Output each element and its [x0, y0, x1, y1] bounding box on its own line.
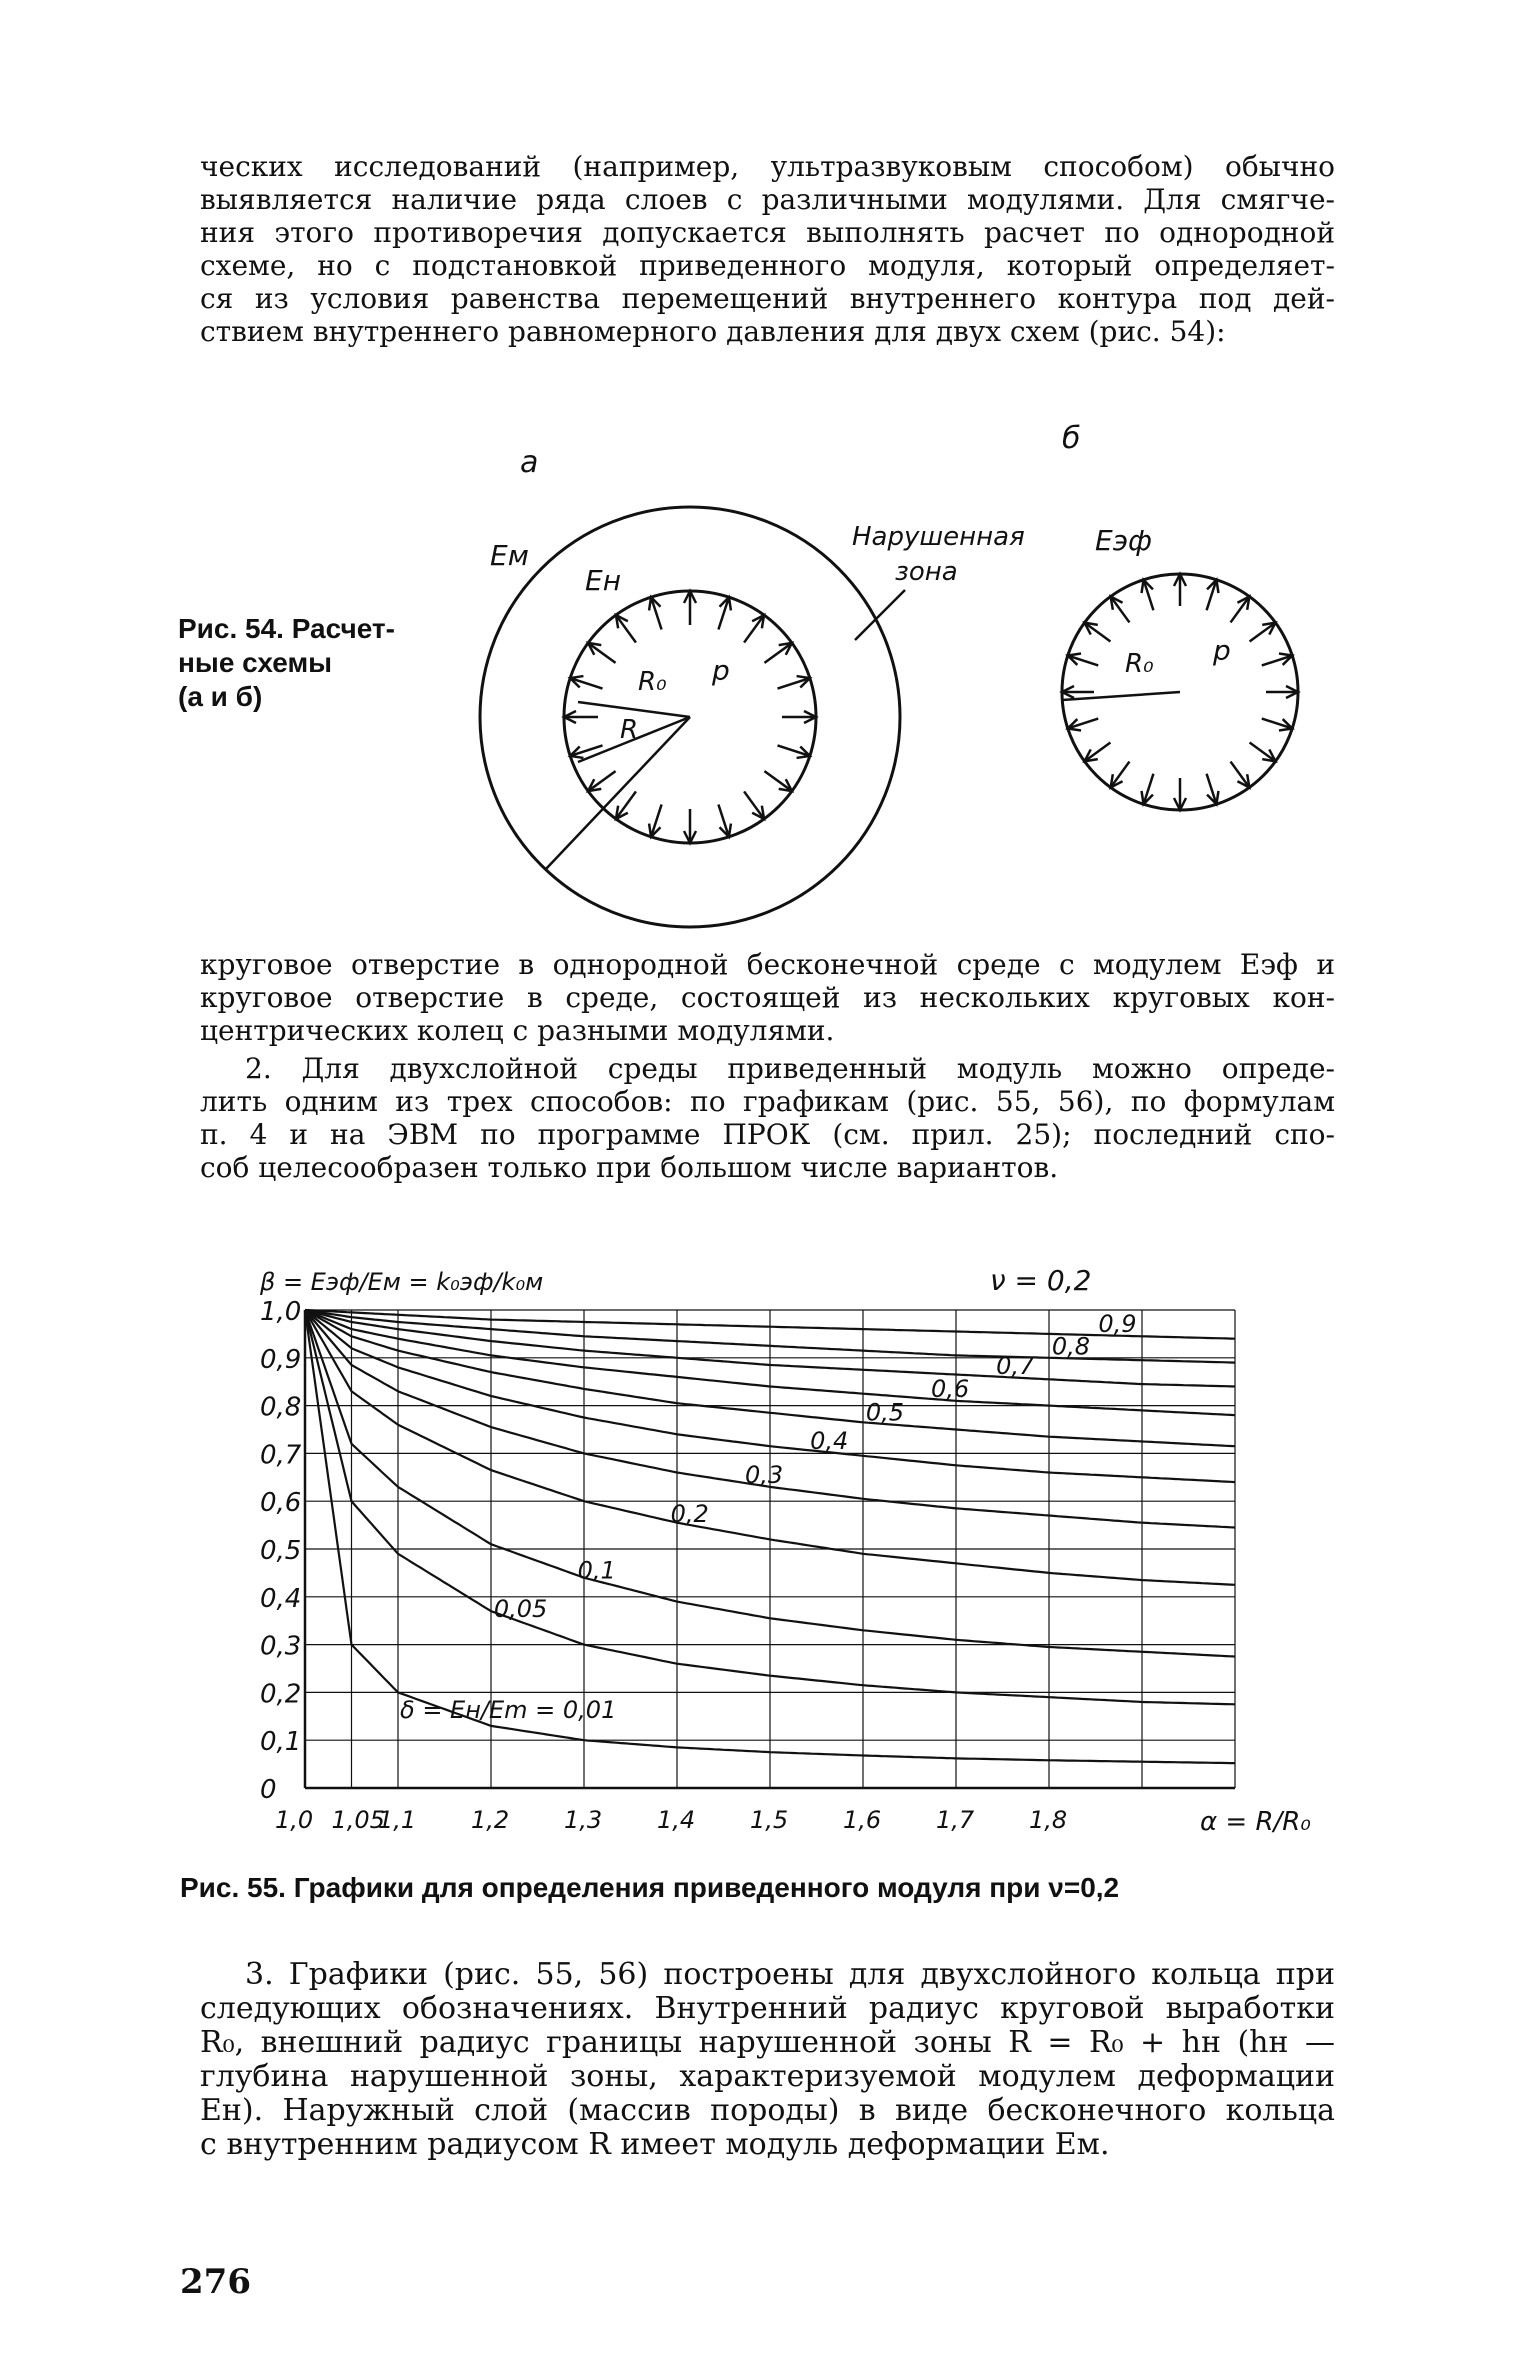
paragraph-4	[200, 1958, 1335, 2162]
caption-line: Рис. 54. Расчет-	[178, 613, 395, 644]
y-axis-label: β = Eэф/Eм = k₀эф/k₀м	[260, 1268, 544, 1296]
text-line: Eн). Наружный слой (массив породы) в виде бесконечного кольца	[200, 2093, 1335, 2128]
x-tick-label: 1,8	[1029, 1806, 1068, 1834]
text-line: следующих обозначениях. Внутренний радиус круговой выработки	[200, 1991, 1335, 2026]
zone-label-2: зона	[895, 557, 958, 587]
y-tick-label: 0,6	[260, 1488, 302, 1519]
x-tick-label: 1,5	[750, 1806, 789, 1834]
curve-label: 0,1	[577, 1556, 616, 1585]
text-line: центрических колец с разными модулями.	[200, 1014, 835, 1047]
p-label-b: p	[1213, 634, 1231, 667]
x-tick-label: 1,05	[331, 1806, 385, 1834]
x-tick-label: 1,2	[471, 1806, 510, 1834]
p-label: p	[712, 654, 730, 687]
caption-line: ные схемы	[178, 647, 333, 678]
y-tick-label: 0,1	[260, 1727, 302, 1758]
text-line: ся из условия равенства перемещений внутреннего контура под дей-	[200, 282, 1335, 315]
text-line: 3. Графики (рис. 55, 56) построены для двухслойного кольца при	[245, 1957, 1335, 1992]
x-tick-label: 1,3	[564, 1806, 603, 1834]
r0-label: R₀	[638, 667, 667, 697]
curve-label: 0,7	[996, 1351, 1035, 1380]
delta-label: δ = Eн/Em = 0,01	[400, 1696, 617, 1724]
text-line: круговое отверстие в однородной бесконечной среде с модулем Eэф и	[200, 948, 1335, 981]
nu-label: ν = 0,2	[990, 1264, 1092, 1297]
curve-label: 0,8	[1051, 1332, 1091, 1361]
caption-line: (а и б)	[178, 681, 263, 712]
text-line: R₀, внешний радиус границы нарушенной зоны R = R₀ + hн (hн —	[200, 2025, 1335, 2060]
em-label: Eм	[490, 539, 529, 572]
y-tick-label: 0,3	[260, 1631, 302, 1662]
text-line: круговое отверстие в среде, состоящей из нескольких круговых кон-	[200, 981, 1335, 1014]
x-tick-label: 1,4	[657, 1806, 696, 1834]
text-line: ния этого противоречия допускается выполнять расчет по однородной	[200, 216, 1335, 249]
text-line: глубина нарушенной зоны, характеризуемой модулем деформации	[200, 2059, 1335, 2094]
x-tick-label: 1,6	[843, 1806, 882, 1834]
text-line: схеме, но с подстановкой приведенного модуля, который определяет-	[200, 249, 1335, 282]
fig54-label-b: б	[1062, 421, 1081, 456]
text-line: с внутренним радиусом R имеет модуль деформации Eм.	[200, 2127, 1110, 2162]
x-tick-label: 1,1	[378, 1806, 417, 1834]
page-number: 276	[180, 2262, 251, 2302]
curve-label: 0,9	[1098, 1309, 1137, 1338]
text-line: 2. Для двухслойной среды приведенный модуль можно опреде-	[245, 1052, 1335, 1085]
text-line: лить одним из трех способов: по графикам (рис. 55, 56), по формулам	[200, 1085, 1335, 1118]
curve-label: 0,3	[745, 1460, 784, 1489]
en-label: Eн	[585, 564, 621, 597]
curve-label: 0,05	[493, 1595, 548, 1624]
text-line: соб целесообразен только при большом числе вариантов.	[200, 1151, 1059, 1184]
text-line: ческих исследований (например, ультразвуковым способом) обычно	[200, 150, 1335, 183]
y-tick-label: 0,9	[260, 1344, 302, 1375]
y-tick-labels	[260, 1297, 302, 1805]
text-line: выявляется наличие ряда слоев с различными модулями. Для смягче-	[200, 183, 1335, 216]
y-tick-label: 0,5	[260, 1536, 302, 1566]
y-tick-label: 0,2	[260, 1679, 302, 1710]
r-label: R	[620, 715, 639, 745]
y-tick-label: 0,4	[260, 1583, 302, 1614]
x-tick-labels	[275, 1806, 1067, 1834]
curve-label: 0,4	[810, 1426, 849, 1455]
text-line: п. 4 и на ЭВМ по программе ПРОК (см. прил. 25); последний спо-	[200, 1118, 1335, 1151]
eef-label: Eэф	[1095, 524, 1152, 557]
x-axis-label: α = R/R₀	[1200, 1807, 1311, 1837]
y-tick-label: 1,0	[260, 1297, 302, 1327]
fig54-label-a: а	[520, 445, 539, 480]
y-tick-label: 0	[260, 1775, 277, 1805]
text-line: ствием внутреннего равномерного давления для двух схем (рис. 54):	[200, 315, 1226, 348]
zone-label-1: Нарушенная	[852, 522, 1025, 552]
curve-label: 0,2	[670, 1500, 709, 1529]
curve-label: 0,5	[865, 1398, 905, 1427]
x-tick-label: 1,7	[936, 1806, 975, 1834]
fig55-caption: Рис. 55. Графики для определения приведенного модуля при ν=0,2	[180, 1872, 1120, 1903]
curve-label: 0,6	[931, 1374, 970, 1403]
r0-label-b: R₀	[1125, 649, 1154, 679]
y-tick-label: 0,8	[260, 1392, 302, 1423]
y-tick-label: 0,7	[260, 1440, 302, 1471]
x-tick-label: 1,0	[275, 1806, 314, 1834]
